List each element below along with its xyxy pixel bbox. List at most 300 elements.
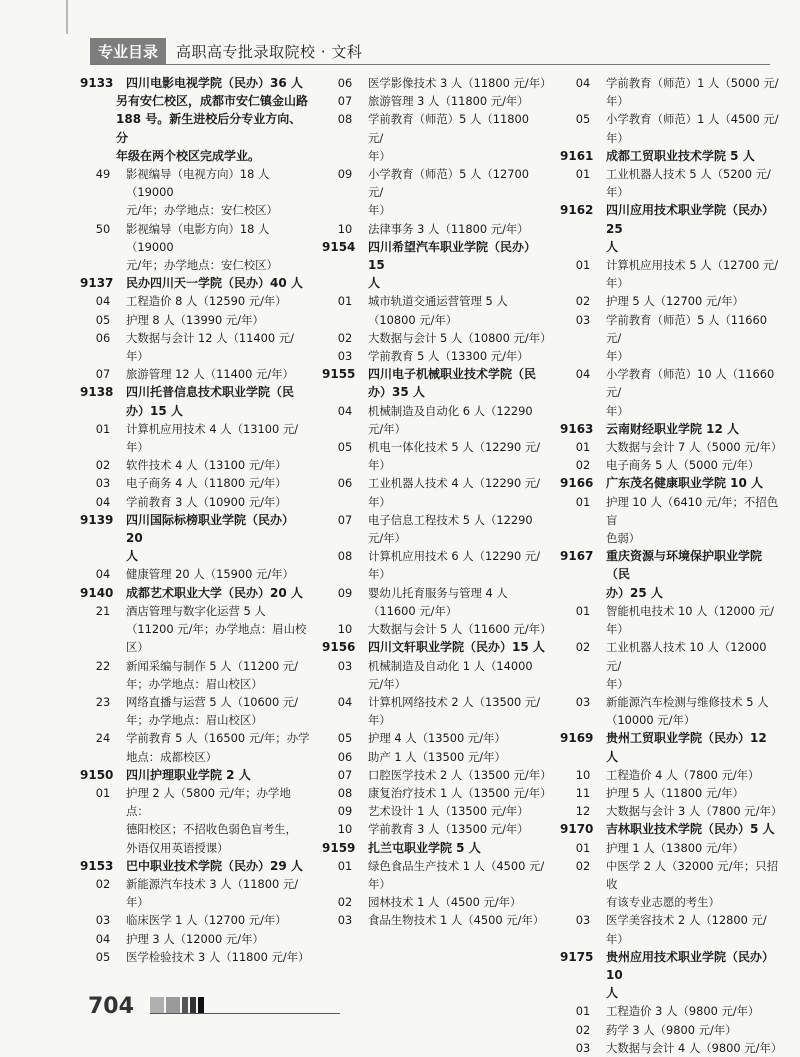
- major-code: [560, 620, 606, 638]
- major-row: [80, 165, 310, 201]
- school-code: 9154: [322, 239, 356, 254]
- major-code: 03: [95, 913, 111, 928]
- major-text: 旅游管理 12 人（11400 元/年）: [126, 367, 294, 382]
- major-code: [80, 893, 126, 911]
- major-row: [322, 511, 547, 529]
- school-name: 广东茂名健康职业学院 10 人: [606, 476, 764, 491]
- school-code: 9162: [560, 203, 594, 218]
- major-code: 02: [575, 640, 591, 655]
- major-code: [322, 711, 368, 729]
- major-text: 婴幼儿托育服务与管理 4 人: [368, 585, 508, 600]
- major-code: 01: [337, 858, 353, 873]
- school-name: 巴中职业技术学院（民办）29 人: [126, 858, 303, 873]
- major-code: 08: [337, 785, 353, 800]
- school-heading: [322, 238, 547, 274]
- major-code: [80, 438, 126, 456]
- major-text: 口腔医学技术 2 人（13500 元/年）: [368, 767, 552, 782]
- major-text: 学前教育（师范）5 人（11800 元/: [368, 112, 530, 145]
- major-code: 04: [337, 403, 353, 418]
- major-code: [560, 347, 606, 365]
- school-code: 9163: [560, 421, 594, 436]
- major-code: 03: [575, 694, 591, 709]
- major-code: 03: [95, 476, 111, 491]
- school-heading: [80, 511, 310, 547]
- major-text: 绿色食品生产技术 1 人（4500 元/: [368, 858, 545, 873]
- school-heading: [322, 839, 547, 857]
- major-row: [560, 857, 782, 893]
- major-text: 工业机器人技术 5 人（5200 元/: [606, 167, 771, 182]
- major-row: [322, 529, 547, 547]
- major-code: 01: [575, 258, 591, 273]
- major-text: 法律事务 3 人（11800 元/年）: [368, 221, 529, 236]
- major-code: 04: [95, 567, 111, 582]
- major-row: [322, 220, 547, 238]
- school-code: 9166: [560, 476, 594, 491]
- major-code: 03: [575, 1040, 591, 1055]
- major-text: 护理 5 人（11800 元/年）: [606, 785, 744, 800]
- school-name: 吉林职业技术学院（民办）5 人: [606, 822, 775, 837]
- major-text: 计算机应用技术 4 人（13100 元/: [126, 421, 299, 436]
- school-heading: [560, 547, 782, 583]
- major-code: 23: [95, 694, 111, 709]
- major-code: 02: [337, 330, 353, 345]
- major-row: [322, 875, 547, 893]
- school-code: 9140: [80, 585, 114, 600]
- major-text: 学前教育（师范）5 人（11660 元/: [606, 312, 768, 345]
- major-row: [560, 711, 782, 729]
- major-code: 06: [95, 330, 111, 345]
- school-note: 188 号。新生进校后分专业方向、分: [116, 112, 302, 145]
- school-heading: [80, 584, 310, 602]
- major-row: [560, 602, 782, 620]
- major-row: [322, 493, 547, 511]
- major-row: [80, 438, 310, 456]
- major-text: 地点：成都校区）: [126, 749, 218, 764]
- major-row: [80, 893, 310, 911]
- major-text: 大数据与会计 7 人（5000 元/年）: [606, 440, 783, 455]
- major-row: [322, 347, 547, 365]
- major-row: [322, 748, 547, 766]
- major-row: [560, 893, 782, 911]
- major-row: [322, 857, 547, 875]
- major-code: [80, 820, 126, 838]
- major-code: 03: [337, 913, 353, 928]
- major-row: [560, 311, 782, 347]
- major-code: 24: [95, 731, 111, 746]
- major-row: [322, 110, 547, 146]
- major-row: [322, 292, 547, 310]
- column-1: [80, 74, 310, 966]
- school-code: [322, 383, 368, 401]
- school-code: 9137: [80, 276, 114, 291]
- major-code: 49: [95, 167, 111, 182]
- major-text: 大数据与会计 5 人（11600 元/年）: [368, 622, 552, 637]
- school-code: [322, 274, 368, 292]
- major-code: 21: [95, 603, 111, 618]
- major-text: 元/年）: [368, 421, 407, 436]
- major-text: 年）: [606, 276, 629, 291]
- major-code: 02: [95, 876, 111, 891]
- major-text: 年）: [126, 895, 149, 910]
- major-code: 08: [337, 549, 353, 564]
- major-text: 护理 10 人（6410 元/年；不招色盲: [606, 494, 779, 527]
- school-code: 9153: [80, 858, 114, 873]
- major-code: 50: [95, 221, 111, 236]
- major-text: 软件技术 4 人（13100 元/年）: [126, 458, 287, 473]
- major-text: 食品生物技术 1 人（4500 元/年）: [368, 913, 545, 928]
- school-note: 年级在两个校区完成学业。: [116, 148, 261, 163]
- major-row: [80, 930, 310, 948]
- major-row: [322, 602, 547, 620]
- major-code: 04: [337, 694, 353, 709]
- major-text: 小学教育（师范）1 人（4500 元/: [606, 112, 779, 127]
- major-text: 计算机应用技术 5 人（12700 元/: [606, 258, 779, 273]
- major-row: [80, 347, 310, 365]
- major-code: [322, 420, 368, 438]
- major-text: 医学检验技术 3 人（11800 元/年）: [126, 949, 310, 964]
- major-code: 02: [95, 458, 111, 473]
- major-code: [322, 565, 368, 583]
- school-name: 四川护理职业学院 2 人: [126, 767, 251, 782]
- major-code: 06: [337, 749, 353, 764]
- major-code: [560, 92, 606, 110]
- major-text: 大数据与会计 5 人（10800 元/年）: [368, 330, 552, 345]
- major-code: [322, 675, 368, 693]
- major-row: [560, 675, 782, 693]
- page-header: [90, 38, 362, 64]
- major-text: （11600 元/年）: [368, 603, 458, 618]
- school-name: 重庆资源与环境保护职业学院（民: [606, 549, 763, 582]
- school-heading: [80, 383, 310, 401]
- major-text: 护理 8 人（13990 元/年）: [126, 312, 264, 327]
- major-row: [322, 74, 552, 92]
- school-name: 成都艺术职业大学（民办）20 人: [126, 585, 303, 600]
- major-code: [322, 201, 368, 219]
- major-text: 电子商务 5 人（5000 元/年）: [606, 458, 760, 473]
- major-text: 影视编导（电影方向）18 人（19000: [126, 221, 270, 254]
- school-heading: [322, 638, 547, 656]
- school-heading: [560, 147, 782, 165]
- major-text: 工业机器人技术 4 人（12290 元/: [368, 476, 541, 491]
- major-code: [322, 529, 368, 547]
- major-code: [80, 620, 126, 638]
- school-note: 另有安仁校区，成都市安仁镇金山路: [116, 94, 309, 109]
- major-code: 09: [337, 804, 353, 819]
- major-row: [560, 802, 782, 820]
- school-code: [80, 402, 126, 420]
- major-text: （11200 元/年；办学地点：眉山校: [126, 622, 307, 637]
- school-heading: [80, 74, 310, 92]
- school-name: 办）15 人: [126, 403, 183, 418]
- major-code: 02: [575, 458, 591, 473]
- major-code: 04: [575, 367, 591, 382]
- major-text: 护理 2 人（5800 元/年；办学地点：: [126, 785, 291, 819]
- major-text: 园林技术 1 人（4500 元/年）: [368, 895, 522, 910]
- school-heading: [560, 474, 782, 492]
- column-2: [322, 74, 552, 930]
- major-code: 03: [575, 913, 591, 928]
- major-row: [560, 766, 782, 784]
- major-row: [560, 110, 782, 128]
- major-row: [80, 839, 310, 857]
- major-code: [560, 529, 606, 547]
- major-code: 08: [337, 112, 353, 127]
- major-code: 07: [337, 767, 353, 782]
- major-row: [560, 347, 782, 365]
- major-code: 02: [575, 858, 591, 873]
- school-heading: [560, 729, 782, 765]
- major-code: 02: [575, 294, 591, 309]
- school-heading: [80, 274, 310, 292]
- major-code: 04: [95, 494, 111, 509]
- major-text: 德阳校区；不招收色弱色盲考生，: [126, 822, 297, 837]
- major-text: 医学影像技术 3 人（11800 元/年）: [368, 76, 552, 90]
- major-text: 护理 1 人（13800 元/年）: [606, 840, 744, 855]
- major-text: 年）: [126, 440, 149, 455]
- school-heading: [560, 584, 782, 602]
- major-row: [80, 420, 310, 438]
- major-text: 护理 3 人（12000 元/年）: [126, 931, 264, 946]
- major-text: 医学美容技术 2 人（12800 元/年）: [606, 913, 767, 946]
- school-code: 9170: [560, 822, 594, 837]
- major-code: 05: [95, 949, 111, 964]
- major-text: 临床医学 1 人（12700 元/年）: [126, 913, 287, 928]
- school-code: 9138: [80, 385, 114, 400]
- major-text: 大数据与会计 12 人（11400 元/: [126, 330, 294, 345]
- major-row: [560, 92, 782, 110]
- major-text: 有该专业志愿的考生）: [606, 895, 720, 910]
- major-row: [80, 638, 310, 656]
- major-code: 22: [95, 658, 111, 673]
- major-code: [322, 147, 368, 165]
- major-row: [322, 201, 547, 219]
- major-text: 计算机网络技术 2 人（13500 元/: [368, 694, 541, 709]
- major-row: [560, 365, 782, 401]
- major-code: 07: [95, 367, 111, 382]
- major-row: [560, 529, 782, 547]
- school-name: 贵州应用技术职业学院（民办）10: [606, 949, 775, 982]
- major-text: 年）: [126, 349, 149, 364]
- school-heading: [80, 547, 310, 565]
- major-row: [322, 657, 547, 675]
- major-text: 康复治疗技术 1 人（13500 元/年）: [368, 785, 552, 800]
- major-row: [80, 820, 310, 838]
- footer-rule: [150, 1013, 340, 1014]
- major-code: 02: [337, 895, 353, 910]
- school-heading: [560, 201, 782, 237]
- school-code: [560, 584, 606, 602]
- major-code: 01: [575, 1004, 591, 1019]
- major-row: [80, 784, 310, 820]
- school-name: 四川托普信息技术职业学院（民: [126, 385, 295, 400]
- major-text: 元/年）: [368, 676, 407, 691]
- major-text: 年）: [368, 713, 391, 728]
- major-row: [80, 256, 310, 274]
- major-row: [80, 474, 310, 492]
- major-row: [322, 784, 552, 802]
- major-row: [322, 420, 547, 438]
- major-text: 旅游管理 3 人（11800 元/年）: [368, 94, 529, 109]
- major-row: [560, 620, 782, 638]
- major-text: 年）: [606, 349, 629, 364]
- margin-line: [66, 0, 68, 34]
- major-row: [80, 456, 310, 474]
- major-text: 电子信息工程技术 5 人（12290: [368, 512, 533, 527]
- major-row: [322, 911, 547, 929]
- major-code: [560, 893, 606, 911]
- major-row: [322, 820, 547, 838]
- major-text: 智能机电技术 10 人（12000 元/: [606, 603, 774, 618]
- major-text: 年）: [368, 203, 391, 218]
- school-name: 成都工贸职业技术学院 5 人: [606, 148, 755, 163]
- major-text: 工程造价 4 人（7800 元/年）: [606, 767, 760, 782]
- major-row: [322, 802, 547, 820]
- school-code: [560, 984, 606, 1002]
- school-heading: [560, 820, 782, 838]
- major-code: 03: [337, 349, 353, 364]
- major-code: [80, 347, 126, 365]
- school-heading: [322, 365, 547, 383]
- major-row: [80, 911, 310, 929]
- major-text: 色弱）: [606, 531, 641, 546]
- school-name: 人: [126, 549, 139, 564]
- major-text: 元/年）: [368, 531, 407, 546]
- major-code: 01: [95, 785, 111, 800]
- major-text: （10800 元/年）: [368, 312, 458, 327]
- school-name: 办）25 人: [606, 585, 663, 600]
- major-code: 01: [95, 421, 111, 436]
- major-text: 学前教育 5 人（16500 元/年；办学: [126, 731, 310, 746]
- major-text: 工业机器人技术 10 人（12000 元/: [606, 640, 767, 673]
- school-code: 9150: [80, 767, 114, 782]
- major-row: [560, 438, 782, 456]
- major-code: 09: [337, 585, 353, 600]
- major-row: [560, 456, 782, 474]
- major-code: [322, 456, 368, 474]
- major-row: [80, 311, 310, 329]
- major-row: [560, 1002, 782, 1020]
- school-heading: [80, 857, 310, 875]
- major-code: 04: [95, 931, 111, 946]
- major-text: 影视编导（电视方向）18 人（19000: [126, 167, 270, 200]
- major-row: [322, 620, 552, 638]
- footer-decoration: [150, 997, 206, 1013]
- major-code: [80, 748, 126, 766]
- major-text: 学前教育（师范）1 人（5000 元/: [606, 76, 779, 90]
- major-text: 年）: [368, 876, 391, 891]
- major-text: 网络直播与运营 5 人（10600 元/: [126, 694, 299, 709]
- major-text: 电子商务 4 人（11800 元/年）: [126, 476, 287, 491]
- major-text: 小学教育（师范）5 人（12700 元/: [368, 167, 530, 200]
- major-code: 04: [575, 76, 591, 90]
- major-code: [322, 602, 368, 620]
- major-text: 城市轨道交通运营管理 5 人: [368, 294, 508, 309]
- school-code: [560, 238, 606, 256]
- major-row: [322, 165, 547, 201]
- major-text: 艺术设计 1 人（13500 元/年）: [368, 804, 529, 819]
- major-text: 年）: [606, 403, 629, 418]
- major-row: [80, 365, 310, 383]
- major-text: 年）: [606, 94, 629, 109]
- major-text: 工程造价 3 人（9800 元/年）: [606, 1004, 760, 1019]
- major-row: [560, 129, 782, 147]
- header-rule: [90, 64, 770, 65]
- major-code: 05: [337, 440, 353, 455]
- major-code: 01: [575, 603, 591, 618]
- major-row: [80, 748, 310, 766]
- major-text: 元/年；办学地点：安仁校区）: [126, 203, 278, 218]
- school-code: 9175: [560, 949, 594, 964]
- major-code: [80, 675, 126, 693]
- major-text: 外语仅用英语授课）: [126, 840, 229, 855]
- major-row: [322, 474, 547, 492]
- school-heading: [322, 274, 547, 292]
- major-text: 药学 3 人（9800 元/年）: [606, 1022, 737, 1037]
- school-heading: [560, 238, 782, 256]
- major-row: [322, 147, 547, 165]
- school-name: 人: [606, 986, 619, 1001]
- major-text: 学前教育 5 人（13300 元/年）: [368, 349, 529, 364]
- major-row: [322, 711, 547, 729]
- major-code: 01: [575, 494, 591, 509]
- major-text: 年）: [368, 567, 391, 582]
- major-text: 年）: [606, 676, 629, 691]
- major-code: 01: [575, 840, 591, 855]
- major-code: [560, 711, 606, 729]
- major-code: 11: [575, 785, 591, 800]
- major-text: 大数据与会计 4 人（9800 元/年）: [606, 1040, 783, 1055]
- major-text: 年）: [606, 622, 629, 637]
- major-code: [560, 675, 606, 693]
- school-name: 人: [368, 276, 381, 291]
- major-text: 计算机应用技术 6 人（12290 元/: [368, 549, 541, 564]
- major-row: [560, 911, 782, 947]
- major-row: [560, 638, 782, 674]
- major-code: 10: [337, 822, 353, 837]
- school-code: 9159: [322, 840, 356, 855]
- major-row: [560, 493, 782, 529]
- major-row: [322, 693, 547, 711]
- major-row: [560, 1021, 782, 1039]
- school-name: 四川应用技术职业学院（民办）25: [606, 203, 775, 236]
- major-row: [80, 565, 310, 583]
- major-text: 工程造价 8 人（12590 元/年）: [126, 294, 287, 309]
- major-row: [322, 456, 547, 474]
- major-code: 10: [575, 767, 591, 782]
- major-text: 年）: [606, 185, 629, 200]
- major-code: 07: [337, 94, 353, 109]
- major-text: 区）: [126, 640, 149, 655]
- page-number: 704: [88, 994, 134, 1019]
- school-heading: [560, 948, 782, 984]
- major-text: 助产 1 人（13500 元/年）: [368, 749, 506, 764]
- major-row: [80, 220, 310, 256]
- major-text: 年；办学地点：眉山校区）: [126, 676, 263, 691]
- major-row: [560, 165, 782, 183]
- school-code: [80, 547, 126, 565]
- school-heading: [560, 420, 782, 438]
- major-code: 09: [337, 167, 353, 182]
- major-code: 01: [337, 294, 353, 309]
- major-text: 机电一体化技术 5 人（12290 元/: [368, 440, 541, 455]
- major-text: 新能源汽车检测与维修技术 5 人: [606, 694, 769, 709]
- major-text: 新闻采编与制作 5 人（11200 元/: [126, 658, 299, 673]
- major-code: 01: [575, 167, 591, 182]
- major-text: 机械制造及自动化 1 人（14000: [368, 658, 533, 673]
- major-code: [560, 274, 606, 292]
- major-code: [80, 711, 126, 729]
- major-row: [560, 693, 782, 711]
